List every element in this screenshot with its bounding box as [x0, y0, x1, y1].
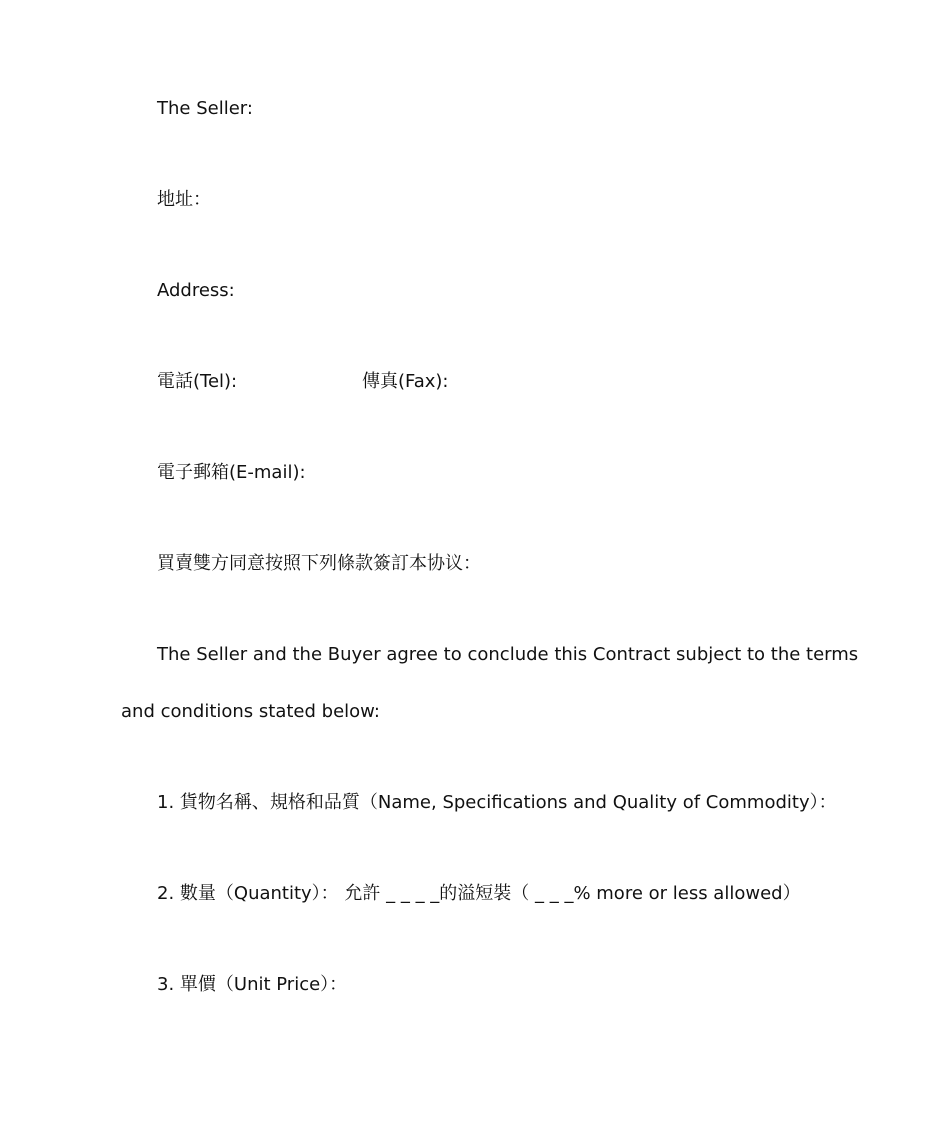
clause-unit-price: 3. 單價（Unit Price）：: [157, 974, 348, 995]
address-label-en: Address:: [157, 280, 235, 301]
clause-commodity: 1. 貨物名稱、規格和品質（Name, Specifications and Quality of Commodity）：: [157, 792, 837, 813]
address-label-cn: 地址：: [157, 189, 211, 210]
email-label: 電子郵箱(E-mail):: [157, 462, 306, 483]
fax-label: 傳真(Fax):: [362, 371, 449, 392]
agreement-text-en-line2: and conditions stated below:: [121, 701, 380, 722]
agreement-text-cn: 買賣雙方同意按照下列條款簽訂本协议：: [157, 553, 481, 574]
tel-label: 電話(Tel):: [157, 371, 238, 392]
clause-quantity: 2. 數量（Quantity）： 允許 _ _ _ _的溢短裝（ _ _ _% more or less allowed）: [157, 883, 801, 904]
agreement-text-en-line1: The Seller and the Buyer agree to conclude this Contract subject to the terms: [157, 644, 859, 665]
seller-label: The Seller:: [157, 98, 253, 119]
